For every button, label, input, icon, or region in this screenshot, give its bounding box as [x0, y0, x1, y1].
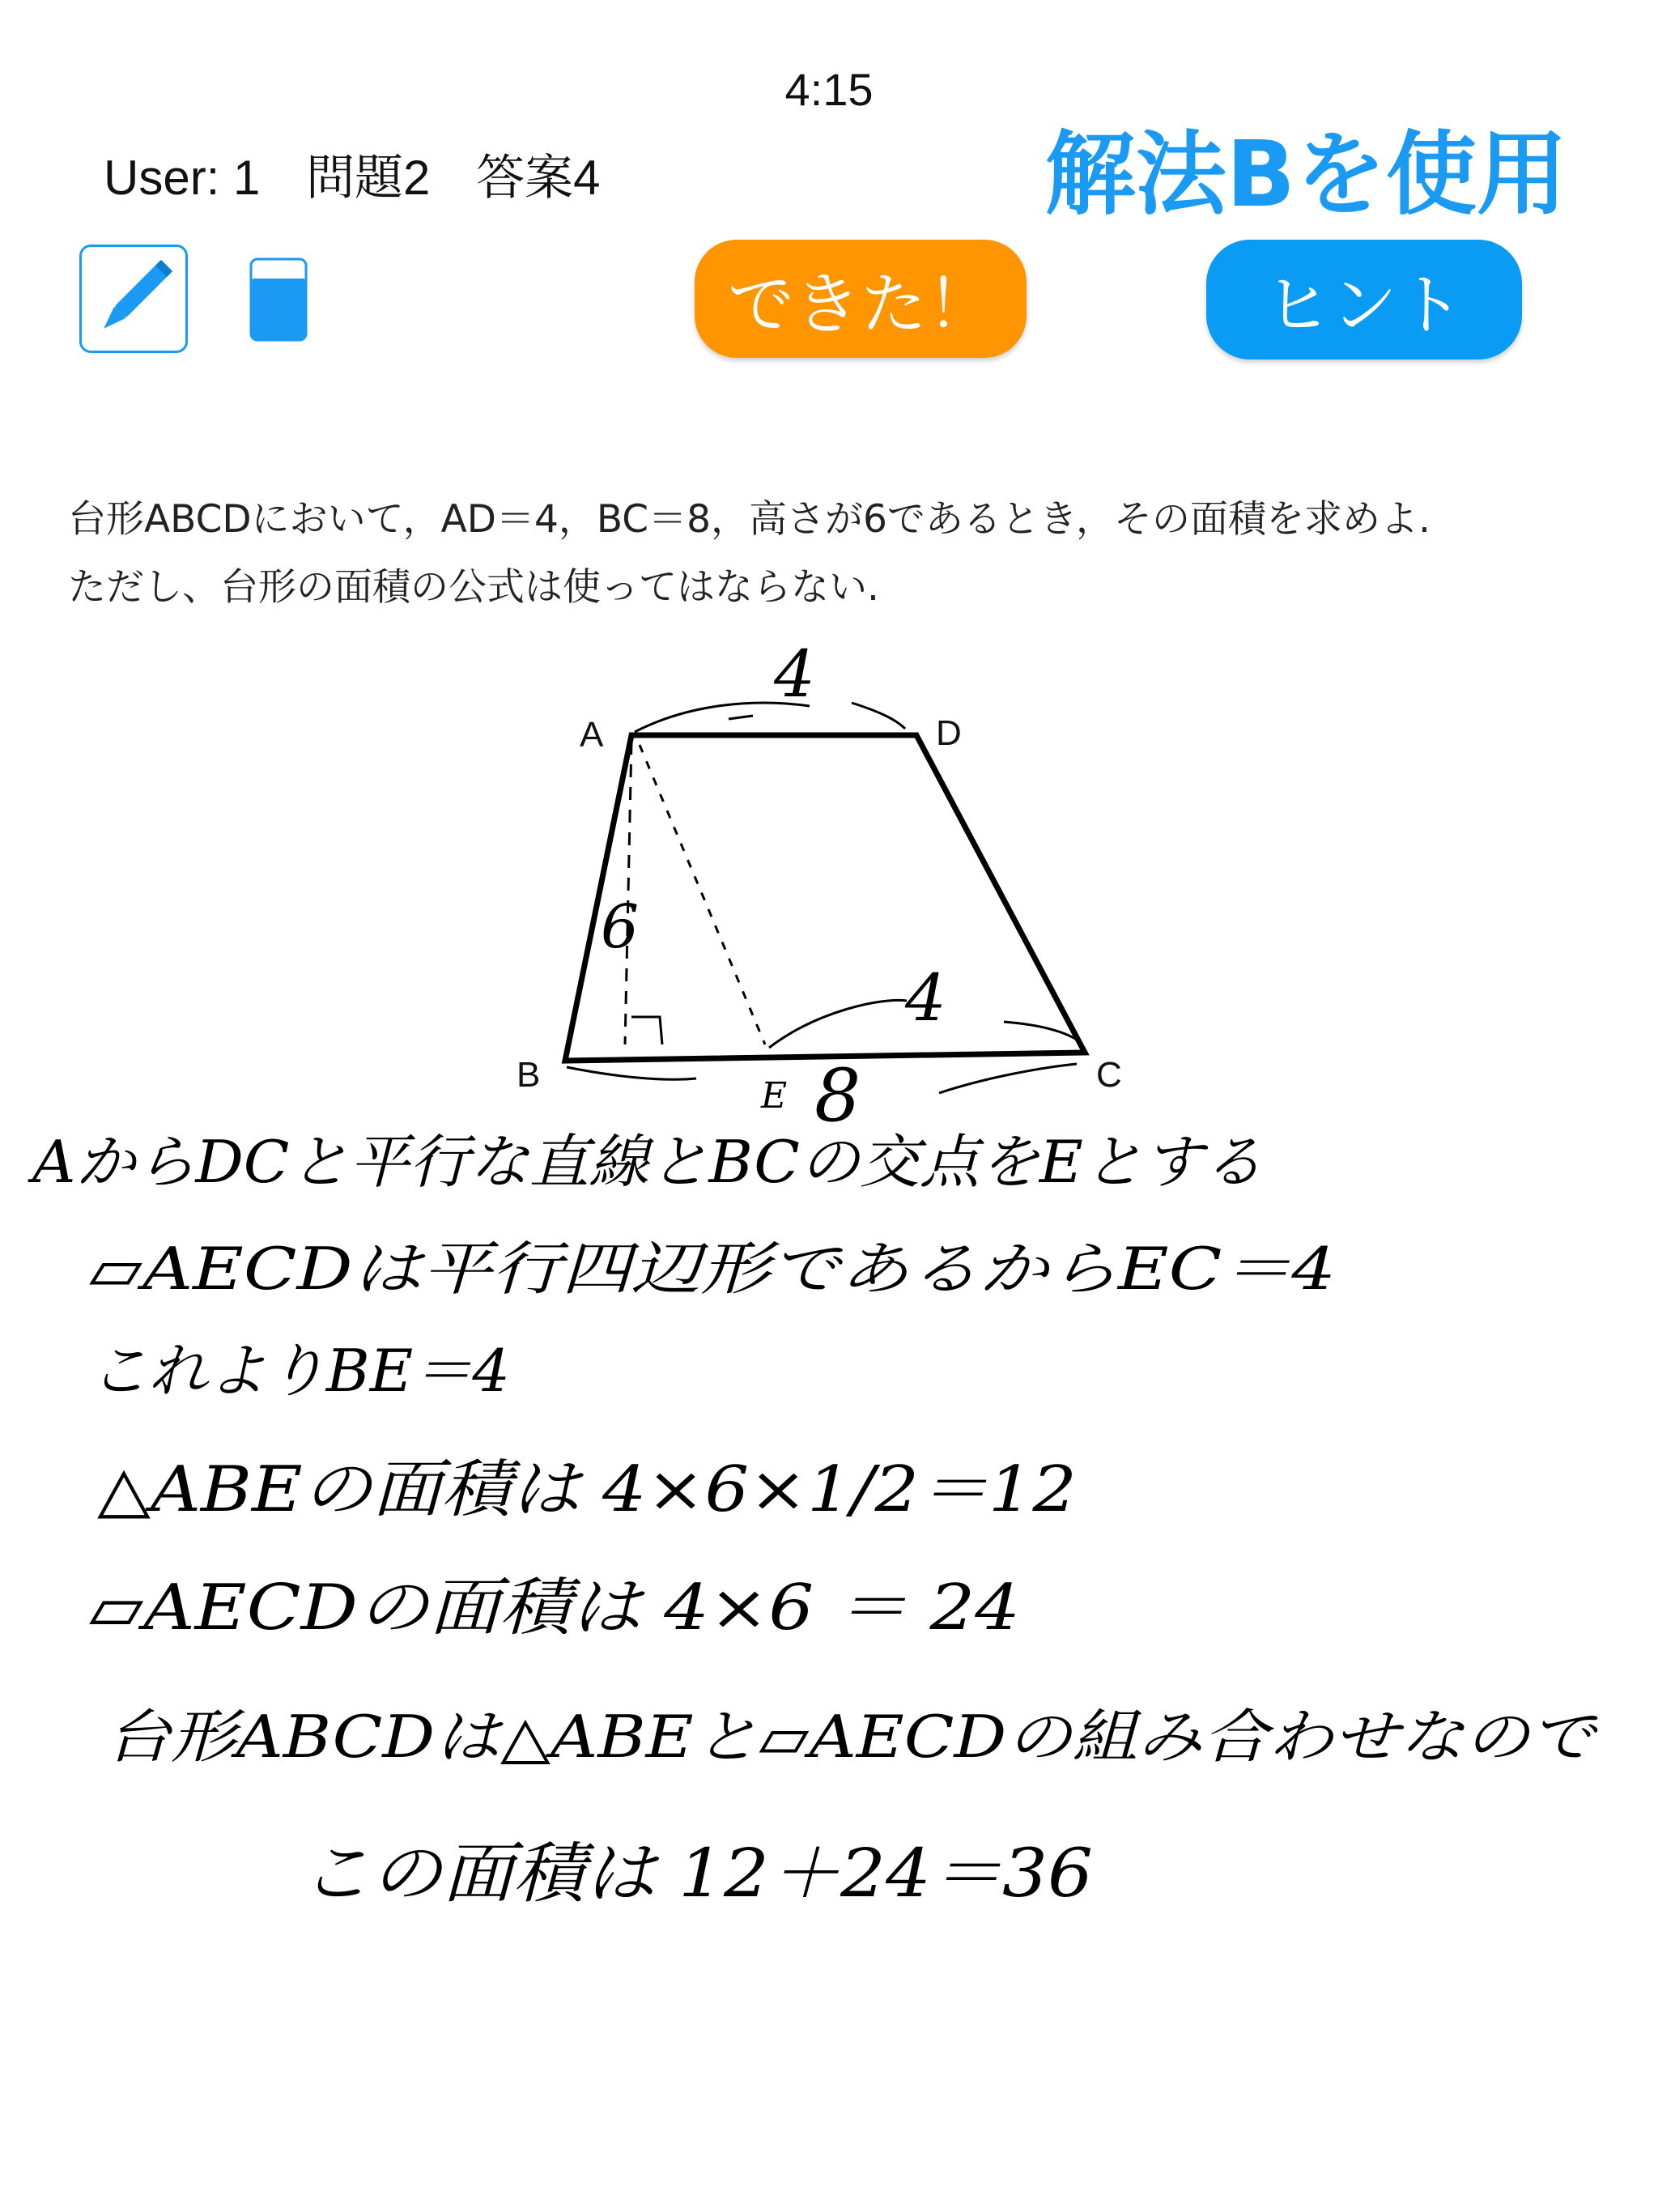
hand-line-5: ▱AECDの面積は 4×6 ＝ 24: [89, 1572, 1020, 1644]
vertex-label-c: C: [1096, 1055, 1122, 1095]
done-button[interactable]: できた！: [695, 240, 1027, 358]
trapezoid-figure: [517, 713, 1122, 1095]
user-info: [104, 139, 632, 209]
problem-statement: [68, 486, 1630, 622]
vertex-label-d: D: [936, 713, 962, 753]
hand-line-4: △ABEの面積は 4×6×1/2＝12: [97, 1453, 1077, 1526]
hand-line-1: AからDCと平行な直線とBCの交点をEとする: [27, 1128, 1263, 1196]
status-time: 4:15: [784, 64, 874, 115]
annotation-base-8: 8: [814, 1053, 861, 1138]
problem-line-1: 台形ABCDにおいて，AD＝4，BC＝8，高さが6であるとき，その面積を求めよ.: [68, 497, 1431, 542]
eraser-tool-button[interactable]: [249, 257, 308, 342]
method-label: 解法Bを使用: [1044, 122, 1567, 228]
eraser-icon: [249, 257, 308, 342]
vertex-label-b: B: [517, 1055, 541, 1095]
vertex-label-a: A: [580, 715, 604, 755]
hand-line-7: この面積は 12＋24＝36: [300, 1836, 1093, 1912]
problem-label: 問題2: [306, 151, 431, 205]
problem-line-2: ただし、台形の面積の公式は使ってはならない.: [68, 565, 879, 610]
hand-line-2: ▱AECDは平行四辺形であるからEC＝4: [89, 1235, 1336, 1303]
annotation-point-e: E: [761, 1075, 788, 1117]
pencil-icon: [82, 247, 185, 351]
annotation-top-4: 4: [774, 636, 815, 712]
figure-annotations: [567, 636, 1082, 1138]
user-label: User: 1: [104, 151, 261, 205]
hand-line-6: 台形ABCDは△ABEと▱AECDの組み合わせなので: [105, 1703, 1599, 1771]
handwritten-solution: [28, 1128, 1599, 1912]
annotation-height-6: 6: [601, 892, 640, 962]
hand-line-3: これよりBE＝4: [89, 1337, 510, 1405]
pencil-tool-button[interactable]: [79, 245, 188, 353]
annotation-lower-4: 4: [905, 960, 946, 1036]
answer-label: 答案4: [476, 151, 601, 205]
hint-button[interactable]: ヒント: [1206, 240, 1522, 359]
